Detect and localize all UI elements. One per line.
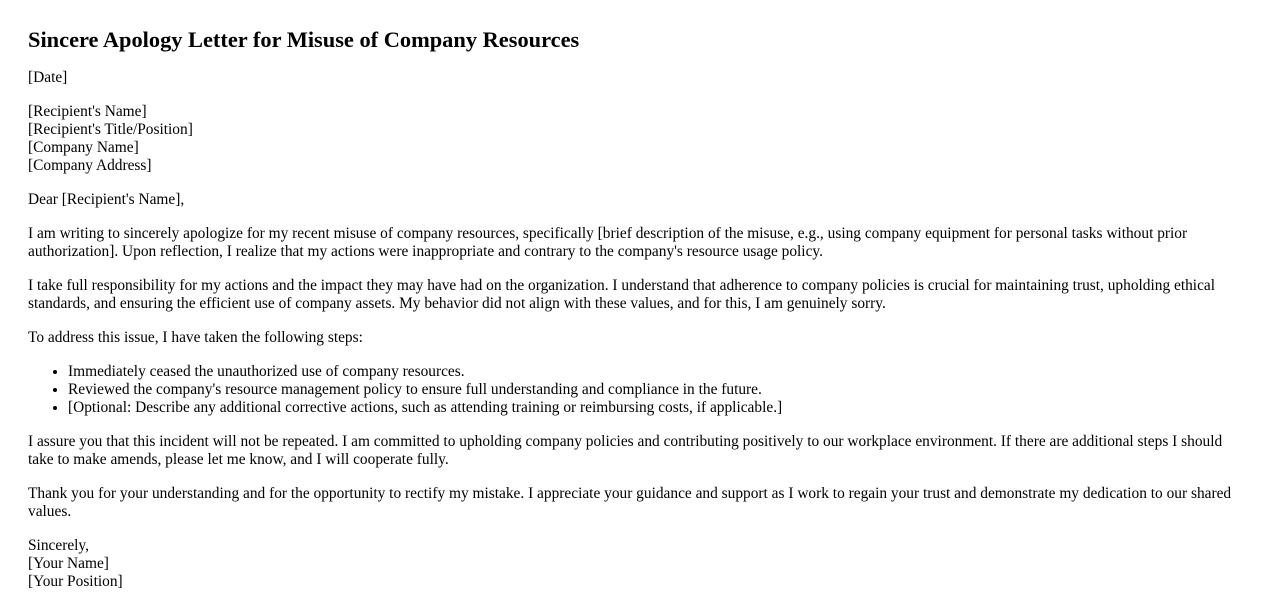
recipient-title: [Recipient's Title/Position] [28, 121, 193, 138]
salutation: Dear [Recipient's Name], [28, 191, 185, 208]
paragraph-responsibility: I take full responsibility for my actions and the impact they may have had on the organization. I understand that adherence to company policies is crucial for maintaining trust, upholding ethical standards, and ensuring the efficient use of company assets. My behavior did not align with these values, and for this, I am genuinely sorry. [28, 277, 1216, 312]
paragraph-assurance: I assure you that this incident will not be repeated. I am committed to upholding company policies and contributing positively to our workplace environment. If there are additional steps I should take to make amends, please let me know, and I will cooperate fully. [28, 433, 1223, 468]
paragraph-apology: I am writing to sincerely apologize for my recent misuse of company resources, specifically [brief description of the misuse, e.g., using company equipment for personal tasks without prior authorization]. Upon reflection, I realize that my actions were inappropriate and contrary to the company's resource usage policy. [28, 225, 1188, 260]
letter-title: Sincere Apology Letter for Misuse of Company Resources [28, 27, 580, 52]
recipient-address: [Company Address] [28, 157, 152, 174]
paragraph-thanks: Thank you for your understanding and for the opportunity to rectify my mistake. I appreciate your guidance and support as I work to regain your trust and demonstrate my dedication to our shared values. [28, 485, 1232, 520]
closing-name: [Your Name] [28, 555, 109, 572]
steps-list [28, 363, 1250, 417]
list-item: • Immediately ceased the unauthorized use of company resources. [68, 363, 1250, 381]
closing-signoff: Sincerely, [28, 537, 89, 554]
recipient-name: [Recipient's Name] [28, 103, 147, 120]
paragraph-steps-intro: To address this issue, I have taken the following steps: [28, 329, 363, 346]
closing-block [28, 537, 1250, 591]
letter-date: [Date] [28, 69, 68, 86]
list-item: • Reviewed the company's resource management policy to ensure full understanding and compliance in the future. [68, 381, 1250, 399]
list-item: • [Optional: Describe any additional corrective actions, such as attending training or reimbursing costs, if applicable.] [68, 399, 1250, 417]
recipient-company: [Company Name] [28, 139, 139, 156]
closing-position: [Your Position] [28, 573, 123, 590]
recipient-block [28, 103, 1250, 175]
